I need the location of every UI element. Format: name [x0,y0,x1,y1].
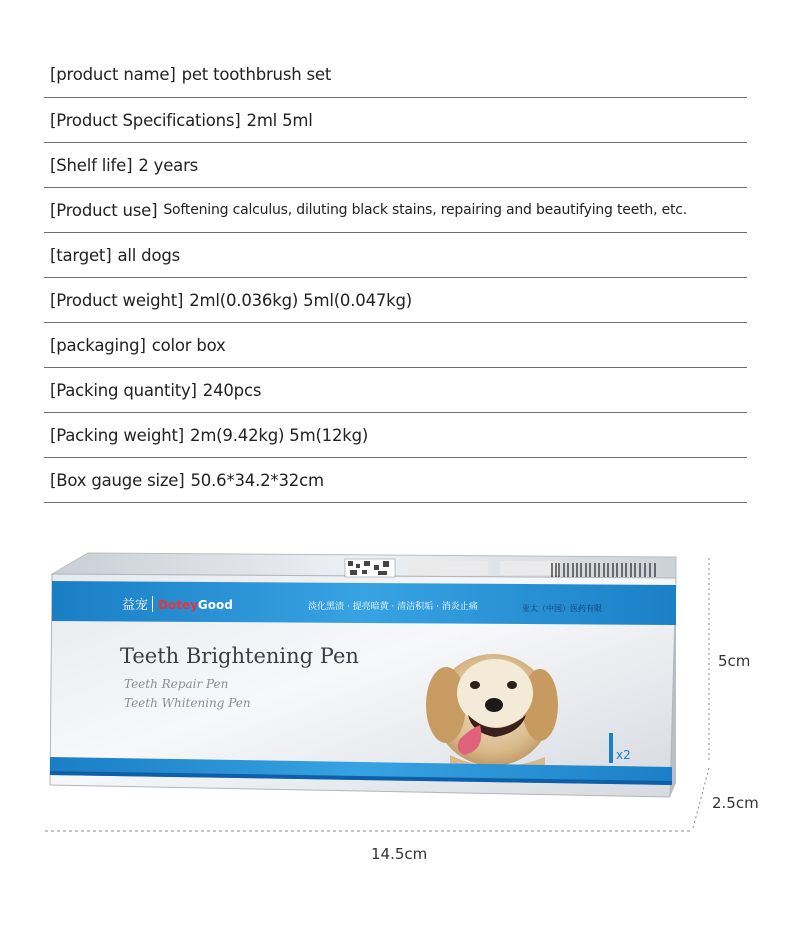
spec-value: 2ml 5ml [246,110,313,130]
product-title: Teeth Brightening Pen [120,644,359,668]
spec-key: [Product Specifications] [50,110,241,130]
brand-en-a: Dotey [158,598,198,612]
brand-en-b: Good [197,598,233,612]
spec-value: Softening calculus, diluting black stains, repairing and beautifying teeth, etc. [163,202,688,218]
dimension-height-label: 5cm [718,652,751,670]
product-subtitle-2: Teeth Whitening Pen [124,696,251,710]
dimension-length-label: 14.5cm [371,845,428,863]
spec-key: [target] [50,245,112,265]
quantity-badge-text: x2 [616,748,631,762]
spec-value: all dogs [117,245,181,265]
spec-key: [Packing quantity] [50,380,197,400]
spec-key: [Box gauge size] [50,470,185,490]
spec-key: [Product weight] [50,290,184,310]
product-subtitle-1: Teeth Repair Pen [124,677,229,691]
spec-key: [product name] [50,65,176,84]
spec-value: 2 years [138,155,199,175]
spec-value: pet toothbrush set [181,65,332,84]
spec-key: [Product use] [50,200,158,220]
spec-key: [Shelf life] [50,155,133,175]
spec-key: [packaging] [50,335,146,355]
spec-value: 50.6*34.2*32cm [190,470,324,490]
spec-value: color box [151,335,226,355]
brand-cn: 益宠 [122,598,149,613]
spec-key: [Packing weight] [50,425,185,445]
spec-value: 240pcs [202,380,262,400]
spec-value: 2m(9.42kg) 5m(12kg) [190,425,369,445]
dimension-depth-label: 2.5cm [712,794,759,812]
maker-cn: 亚太（中国）医药有限 [522,604,602,613]
spec-value: 2ml(0.036kg) 5ml(0.047kg) [189,290,413,310]
tagline-cn: 淡化黑渍 · 提亮暗黄 · 清洁积垢 · 消炎止痛 [308,602,478,612]
